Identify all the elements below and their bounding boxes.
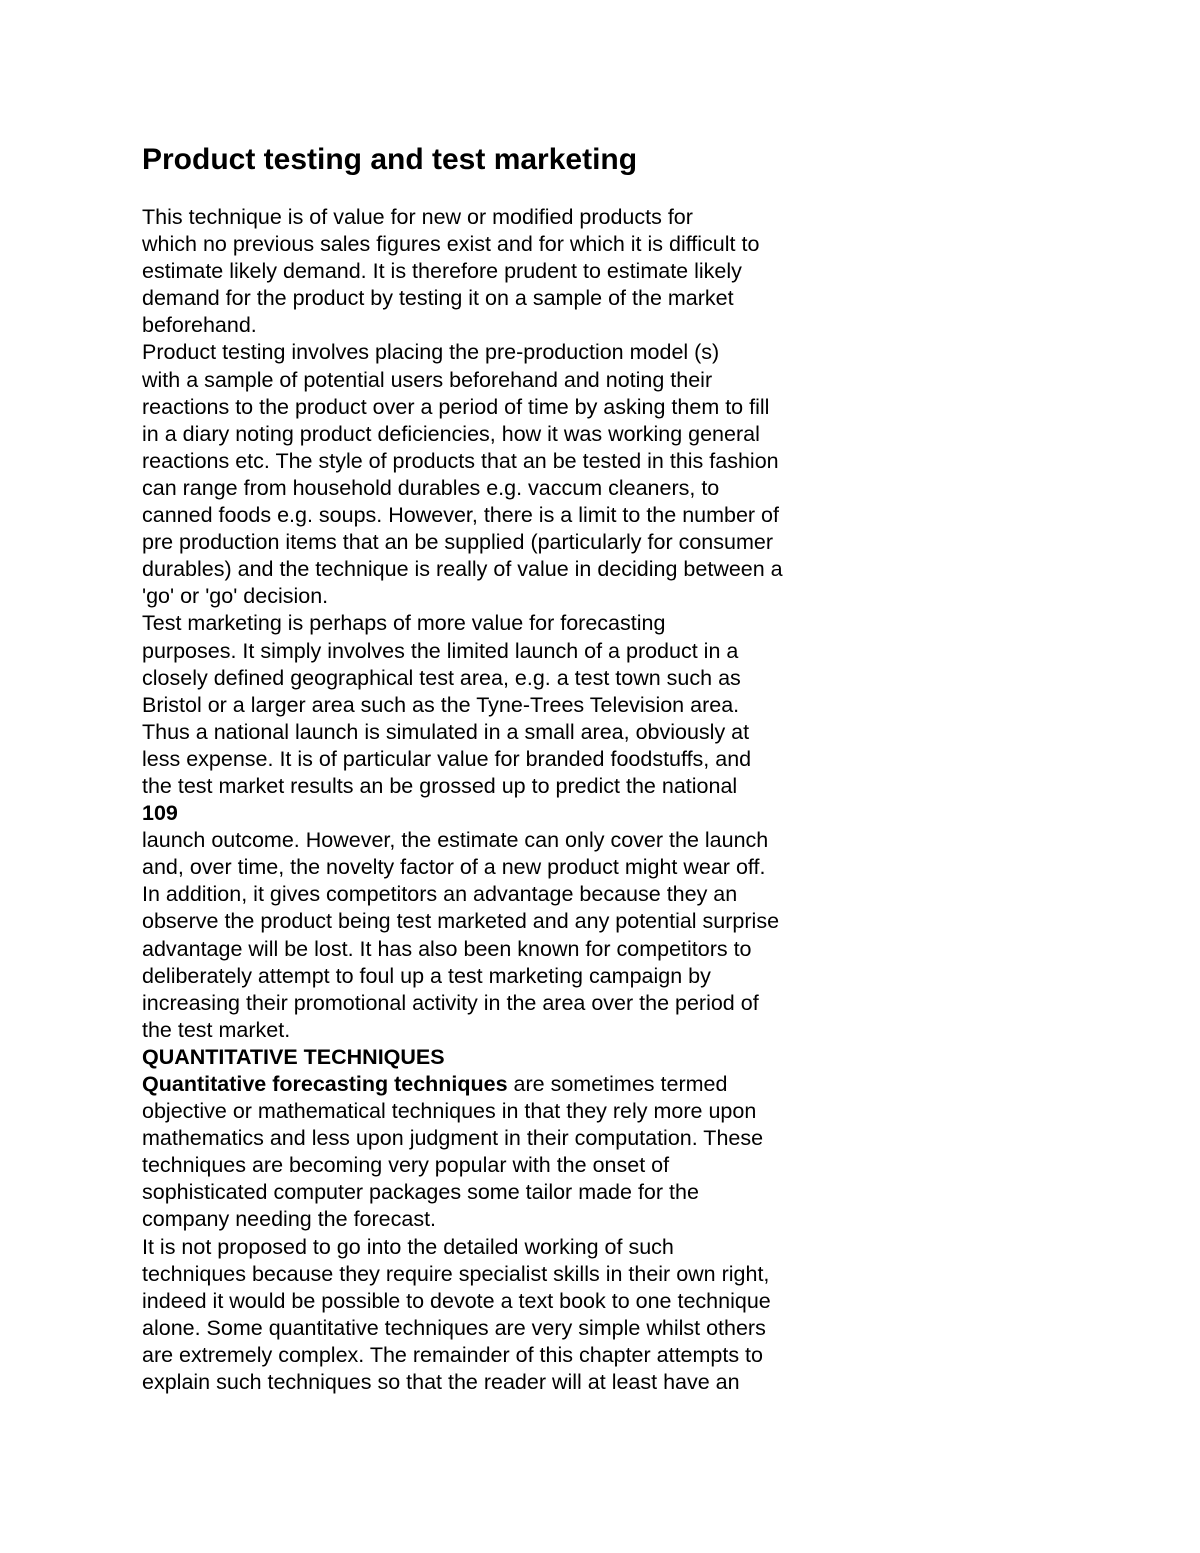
text-line: durables) and the technique is really of value in deciding between a <box>142 557 783 582</box>
text-line: pre production items that an be supplied (particularly for consumer <box>142 530 773 555</box>
text-line: In addition, it gives competitors an advantage because they an <box>142 882 738 907</box>
text-line: techniques are becoming very popular with the onset of <box>142 1153 670 1178</box>
text-line: observe the product being test marketed and any potential surprise <box>142 909 780 934</box>
text-line: Thus a national launch is simulated in a small area, obviously at <box>142 719 750 744</box>
section-heading: QUANTITATIVE TECHNIQUES <box>142 1044 445 1069</box>
text-line: estimate likely demand. It is therefore prudent to estimate likely <box>142 259 742 284</box>
text-line: deliberately attempt to foul up a test marketing campaign by <box>142 963 711 988</box>
text-line: demand for the product by testing it on a sample of the market <box>142 286 734 311</box>
text-line: techniques because they require specialist skills in their own right, <box>142 1261 770 1286</box>
text-line: It is not proposed to go into the detailed working of such <box>142 1234 674 1259</box>
text-line: explain such techniques so that the reader will at least have an <box>142 1370 740 1395</box>
text-line: objective or mathematical techniques in that they rely more upon <box>142 1099 757 1124</box>
text-line: reactions etc. The style of products that an be tested in this fashion <box>142 448 779 473</box>
text-line: advantage will be lost. It has also been known for competitors to <box>142 936 752 961</box>
text-line: purposes. It simply involves the limited launch of a product in a <box>142 638 739 663</box>
text-line: are extremely complex. The remainder of this chapter attempts to <box>142 1342 763 1367</box>
text-line: launch outcome. However, the estimate can only cover the launch <box>142 828 769 853</box>
text-line: reactions to the product over a period of time by asking them to fill <box>142 394 770 419</box>
text-line: mathematics and less upon judgment in their computation. These <box>142 1126 764 1151</box>
text-line: indeed it would be possible to devote a text book to one technique <box>142 1288 771 1313</box>
text-line: can range from household durables e.g. vaccum cleaners, to <box>142 475 720 500</box>
text-line <box>142 1071 902 1098</box>
text-line: the test market results an be grossed up to predict the national <box>142 773 738 798</box>
text-line: beforehand. <box>142 313 257 338</box>
text-line: increasing their promotional activity in the area over the period of <box>142 990 759 1015</box>
text-line-rest: are sometimes termed <box>507 1072 728 1096</box>
text-line: and, over time, the novelty factor of a new product might wear off. <box>142 855 766 880</box>
bold-lead-term: Quantitative forecasting techniques <box>142 1072 508 1096</box>
text-line: Product testing involves placing the pre-production model (s) <box>142 340 720 365</box>
page-title: Product testing and test marketing <box>142 143 638 176</box>
text-line: Test marketing is perhaps of more value for forecasting <box>142 611 666 636</box>
text-line: with a sample of potential users beforehand and noting their <box>142 367 713 392</box>
text-line: alone. Some quantitative techniques are very simple whilst others <box>142 1315 766 1340</box>
page-number: 109 <box>142 801 178 826</box>
text-line: in a diary noting product deficiencies, how it was working general <box>142 421 760 446</box>
text-line: closely defined geographical test area, e.g. a test town such as <box>142 665 741 690</box>
text-line: 'go' or 'go' decision. <box>142 584 329 609</box>
text-line: company needing the forecast. <box>142 1207 437 1232</box>
text-line: This technique is of value for new or modified products for <box>142 205 693 229</box>
text-line: less expense. It is of particular value for branded foodstuffs, and <box>142 746 752 771</box>
text-line: which no previous sales figures exist and for which it is difficult to <box>142 232 760 257</box>
text-line: the test market. <box>142 1017 291 1042</box>
text-line: Bristol or a larger area such as the Tyne-Trees Television area. <box>142 692 740 717</box>
text-line: sophisticated computer packages some tailor made for the <box>142 1180 699 1205</box>
text-line: canned foods e.g. soups. However, there is a limit to the number of <box>142 503 779 528</box>
document-body <box>142 204 902 1396</box>
